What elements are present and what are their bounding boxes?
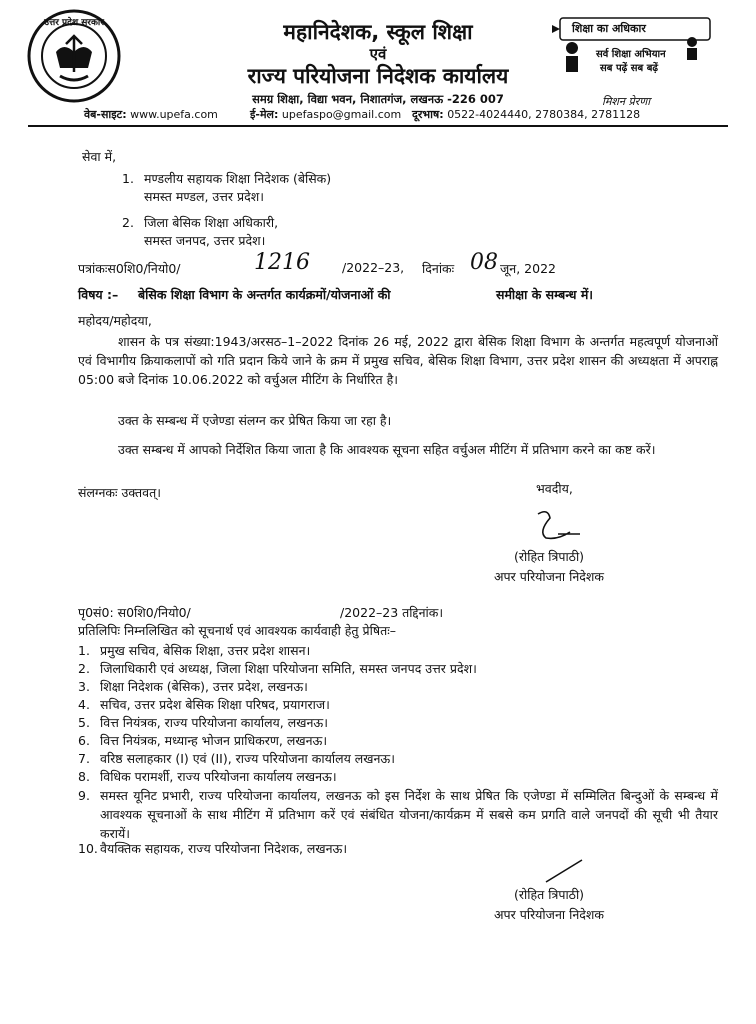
office-title-line1: महानिदेशक, स्कूल शिक्षा [283, 20, 473, 44]
greeting: महोदय/महोदया, [78, 313, 152, 328]
copy-item-number: 9. [78, 788, 90, 803]
copy-item-text: सचिव, उत्तर प्रदेश बेसिक शिक्षा परिषद, प्रयागराज। [100, 697, 330, 712]
copy-item [78, 732, 327, 749]
handwritten-letter-number: 1216 [254, 250, 310, 275]
office-title-line3: राज्य परियोजना निदेशक कार्यालय [247, 64, 509, 88]
copy-item-text: वरिष्ठ सलाहकार (I) एवं (II), राज्य परियोजना कार्यालय लखनऊ। [100, 751, 395, 766]
rte-tagline: शिक्षा का अधिकार [572, 22, 646, 35]
ssa-slogan: सब पढ़ें सब बढ़ें [600, 63, 659, 74]
letter-reference-prefix: पत्रांकःस0शि0/नियो0/ [78, 261, 181, 276]
copy-item [78, 642, 310, 659]
subject-label: विषय :– [78, 287, 119, 302]
enclosure-note: संलग्नकः उक्तवत्। [78, 485, 161, 500]
subject-text-part2: समीक्षा के सम्बन्ध में। [496, 287, 594, 302]
email-block [250, 107, 401, 122]
copy-item-text: समस्त यूनिट प्रभारी, राज्य परियोजना कार्यालय, लखनऊ को इस निर्देश के साथ प्रेषित कि एजेण्डा में सम्मिलित बिन्दुओं के सम्बन्ध में आवश्यक सूचनाओं के साथ मीटिंग में प्रतिभाग करें एवं संबंधित योजना/कार्यक्रम में सबसे कम प्रगति वाले जनपदों की सूची भी तैयार करायें। [100, 788, 718, 841]
closing-phrase: भवदीय, [536, 481, 573, 496]
subject-text-part1: बेसिक शिक्षा विभाग के अन्तर्गत कार्यक्रमों/योजनाओं की [138, 287, 391, 302]
recipient-2 [122, 214, 278, 231]
copy-item-text: वित्त नियंत्रक, राज्य परियोजना कार्यालय, लखनऊ। [100, 715, 328, 730]
recipient-number: 1. [122, 171, 134, 186]
website-block [84, 107, 218, 122]
copy-intro: प्रतिलिपिः निम्नलिखित को सूचनार्थ एवं आवश्यक कार्यवाही हेतु प्रेषितः– [78, 623, 396, 638]
copy-item-text: वैयक्तिक सहायक, राज्य परियोजना निदेशक, लखनऊ। [100, 841, 348, 856]
header-divider [28, 125, 728, 127]
mission-prerna-logo: मिशन प्रेरणा [602, 95, 651, 108]
email-label: ई-मेल: [250, 108, 279, 121]
handwritten-date-day: 08 [470, 250, 498, 275]
office-address: समग्र शिक्षा, विद्या भवन, निशातगंज, लखनऊ -226 007 [252, 92, 504, 106]
signatory-designation: अपर परियोजना निदेशक [494, 569, 605, 584]
copy-item [78, 840, 347, 857]
body-paragraph-3: उक्त सम्बन्ध में आपको निर्देशित किया जाता है कि आवश्यक सूचना सहित वर्चुअल मीटिंग में प्रतिभाग करने का कष्ट करें। [118, 442, 656, 457]
salutation-to: सेवा में, [82, 149, 117, 164]
recipient-2-line2: समस्त जनपद, उत्तर प्रदेश। [144, 233, 266, 248]
copy-item [78, 678, 308, 695]
copy-item-text: शिक्षा निदेशक (बेसिक), उत्तर प्रदेश, लखनऊ। [100, 679, 308, 694]
date-label: दिनांकः [422, 261, 455, 276]
copy-item-number: 5. [78, 715, 90, 730]
copy-signatory-name: (रोहित त्रिपाठी) [514, 887, 585, 902]
copy-item [78, 786, 718, 843]
copy-item-text: जिलाधिकारी एवं अध्यक्ष, जिला शिक्षा परियोजना समिति, समस्त जनपद उत्तर प्रदेश। [100, 661, 477, 676]
sarva-shiksha-abhiyan-logo [552, 12, 728, 122]
website-link[interactable]: www.upefa.com [130, 108, 218, 121]
body-paragraph-2: उक्त के सम्बन्ध में एजेण्डा संलग्न कर प्रेषित किया जा रहा है। [118, 413, 392, 428]
email-link[interactable]: upefaspo@gmail.com [281, 108, 402, 121]
copy-item [78, 750, 395, 767]
phone-numbers: 0522-4024440, 2780384, 2781128 [447, 108, 641, 121]
recipient-line1: मण्डलीय सहायक शिक्षा निदेशक (बेसिक) [144, 171, 332, 186]
ssa-name: सर्व शिक्षा अभियान [596, 49, 666, 60]
copy-item [78, 660, 477, 677]
copy-item [78, 696, 330, 713]
copy-item-text: वित्त नियंत्रक, मध्यान्ह भोजन प्राधिकरण, लखनऊ। [100, 733, 328, 748]
phone-label: दूरभाष: [412, 108, 444, 121]
copy-item-number: 4. [78, 697, 90, 712]
copy-item-number: 8. [78, 769, 90, 784]
copy-reference-prefix: पृ0सं0: स0शि0/नियो0/ [78, 605, 191, 620]
signatory-name: (रोहित त्रिपाठी) [514, 549, 585, 564]
copy-item [78, 768, 337, 785]
letter-reference-suffix: /2022–23, [342, 260, 405, 275]
copy-item-number: 1. [78, 643, 90, 658]
recipient-1 [122, 170, 331, 187]
copy-item-text: विधिक परामर्शी, राज्य परियोजना कार्यालय लखनऊ। [100, 769, 337, 784]
copy-reference-suffix: /2022–23 तद्दिनांक। [340, 605, 444, 620]
body-paragraph-1: शासन के पत्र संख्या:1943/अरसठ–1–2022 दिनांक 26 मई, 2022 द्वारा बेसिक शिक्षा विभाग के अन्तर्गत महत्वपूर्ण योजनाओं एवं विभागीय क्रियाकलापों को गति प्रदान किये जाने के क्रम में प्रमुख सचिव, बेसिक शिक्षा विभाग, उत्तर प्रदेश शासन की अध्यक्षता में अपराह्न 05:00 बजे दिनांक 10.06.2022 को वर्चुअल मीटिंग के निर्धारित है। [78, 334, 718, 387]
signature-2 [540, 856, 590, 886]
copy-item-number: 3. [78, 679, 90, 694]
copy-signatory-designation: अपर परियोजना निदेशक [494, 907, 605, 922]
copy-item-text: प्रमुख सचिव, बेसिक शिक्षा, उत्तर प्रदेश शासन। [100, 643, 311, 658]
recipient-number: 2. [122, 215, 134, 230]
office-title-line2: एवं [369, 45, 387, 63]
recipient-line1: जिला बेसिक शिक्षा अधिकारी, [144, 215, 279, 230]
website-label: वेब-साइट: [84, 108, 127, 121]
copy-item-number: 10. [78, 841, 98, 856]
recipient-1-line2: समस्त मण्डल, उत्तर प्रदेश। [144, 189, 264, 204]
signature-1 [528, 504, 588, 544]
copy-item-number: 6. [78, 733, 90, 748]
emblem-ring-text: उत्तर प्रदेश सरकार [44, 18, 104, 28]
copy-item-number: 7. [78, 751, 90, 766]
copy-item [78, 714, 328, 731]
copy-item-number: 2. [78, 661, 90, 676]
date-month-year: जून, 2022 [500, 261, 556, 276]
